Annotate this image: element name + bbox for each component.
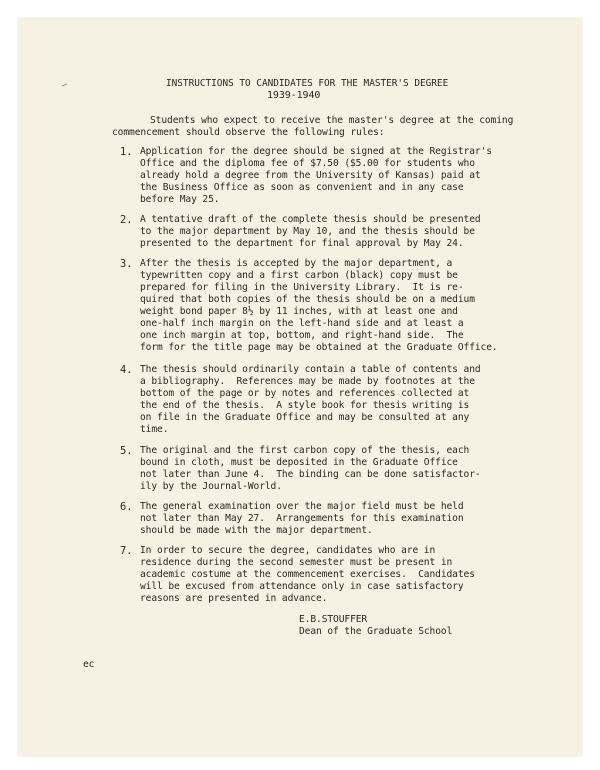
rule-line: Application for the degree should be signed at the Registrar's: [140, 146, 492, 157]
rule-number: 1.: [120, 146, 133, 158]
rule-line: Office and the diploma fee of $7.50 ($5.00 for students who: [140, 158, 475, 169]
rule-line: should be made with the major department.: [140, 525, 373, 536]
rule-number: 2.: [120, 214, 133, 226]
rule-line: In order to secure the degree, candidates who are in: [140, 545, 436, 556]
rule-line: reasons are presented in advance.: [140, 593, 328, 604]
rule-line: on file in the Graduate Office and may be consulted at any: [140, 412, 470, 423]
rule-line: typewritten copy and a first carbon (black) copy must be: [140, 270, 458, 281]
rule-line: The original and the first carbon copy of the thesis, each: [140, 445, 470, 456]
intro-line: Students who expect to receive the master's degree at the coming: [150, 115, 514, 126]
signature-title: Dean of the Graduate School: [299, 626, 453, 637]
rule-line: weight bond paper 8½ by 11 inches, with at least one and: [140, 306, 458, 317]
rule-line: the Business Office as soon as convenient and in any case: [140, 182, 464, 193]
rule-line: academic costume at the commencement exercises. Candidates: [140, 569, 475, 580]
rule-line: prepared for filing in the University Library. It is re-: [140, 282, 464, 293]
rule-line: The general examination over the major field must be held: [140, 501, 464, 512]
rule-line: one inch margin at top, bottom, and right-hand side. The: [140, 330, 464, 341]
rule-line: not later than June 4. The binding can be done satisfactor-: [140, 469, 481, 480]
rule-line: bound in cloth, must be deposited in the Graduate Office: [140, 457, 458, 468]
rule-line: quired that both copies of the thesis should be on a medium: [140, 294, 475, 305]
pencil-mark: [62, 72, 68, 76]
rule-number: 6.: [120, 501, 133, 513]
rule-line: before May 25.: [140, 194, 220, 205]
rule-line: will be excused from attendance only in case satisfactory: [140, 581, 464, 592]
rule-line: form for the title page may be obtained at the Graduate Office.: [140, 342, 498, 353]
rule-line: not later than May 27. Arrangements for this examination: [140, 513, 464, 524]
intro-line: commencement should observe the following rules:: [112, 127, 385, 138]
rule-line: to the major department by May 10, and the thesis should be: [140, 226, 475, 237]
rule-number: 5.: [120, 445, 133, 457]
rule-line: bottom of the page or by notes and references collected at: [140, 388, 470, 399]
rule-line: one-half inch margin on the left-hand side and at least a: [140, 318, 464, 329]
rule-line: After the thesis is accepted by the major department, a: [140, 258, 453, 269]
rule-line: time.: [140, 424, 169, 435]
rule-line: the end of the thesis. A style book for thesis writing is: [140, 400, 470, 411]
rule-line: residence during the second semester must be present in: [140, 557, 453, 568]
rule-line: a bibliography. References may be made by footnotes at the: [140, 376, 475, 387]
rule-line: ily by the Journal-World.: [140, 481, 282, 492]
document-page: [18, 18, 582, 756]
rule-number: 3.: [120, 258, 133, 270]
rule-line: The thesis should ordinarily contain a table of contents and: [140, 364, 481, 375]
rule-line: already hold a degree from the University of Kansas) paid at: [140, 170, 481, 181]
signature-name: E.B.STOUFFER: [299, 614, 368, 625]
rule-number: 7.: [120, 545, 133, 557]
document-year: 1939-1940: [267, 90, 321, 101]
rule-line: presented to the department for final approval by May 24.: [140, 238, 464, 249]
typist-initials: ec: [83, 659, 95, 670]
rule-number: 4.: [120, 364, 133, 376]
document-title: INSTRUCTIONS TO CANDIDATES FOR THE MASTER'S DEGREE: [166, 78, 449, 89]
rule-line: A tentative draft of the complete thesis should be presented: [140, 214, 481, 225]
